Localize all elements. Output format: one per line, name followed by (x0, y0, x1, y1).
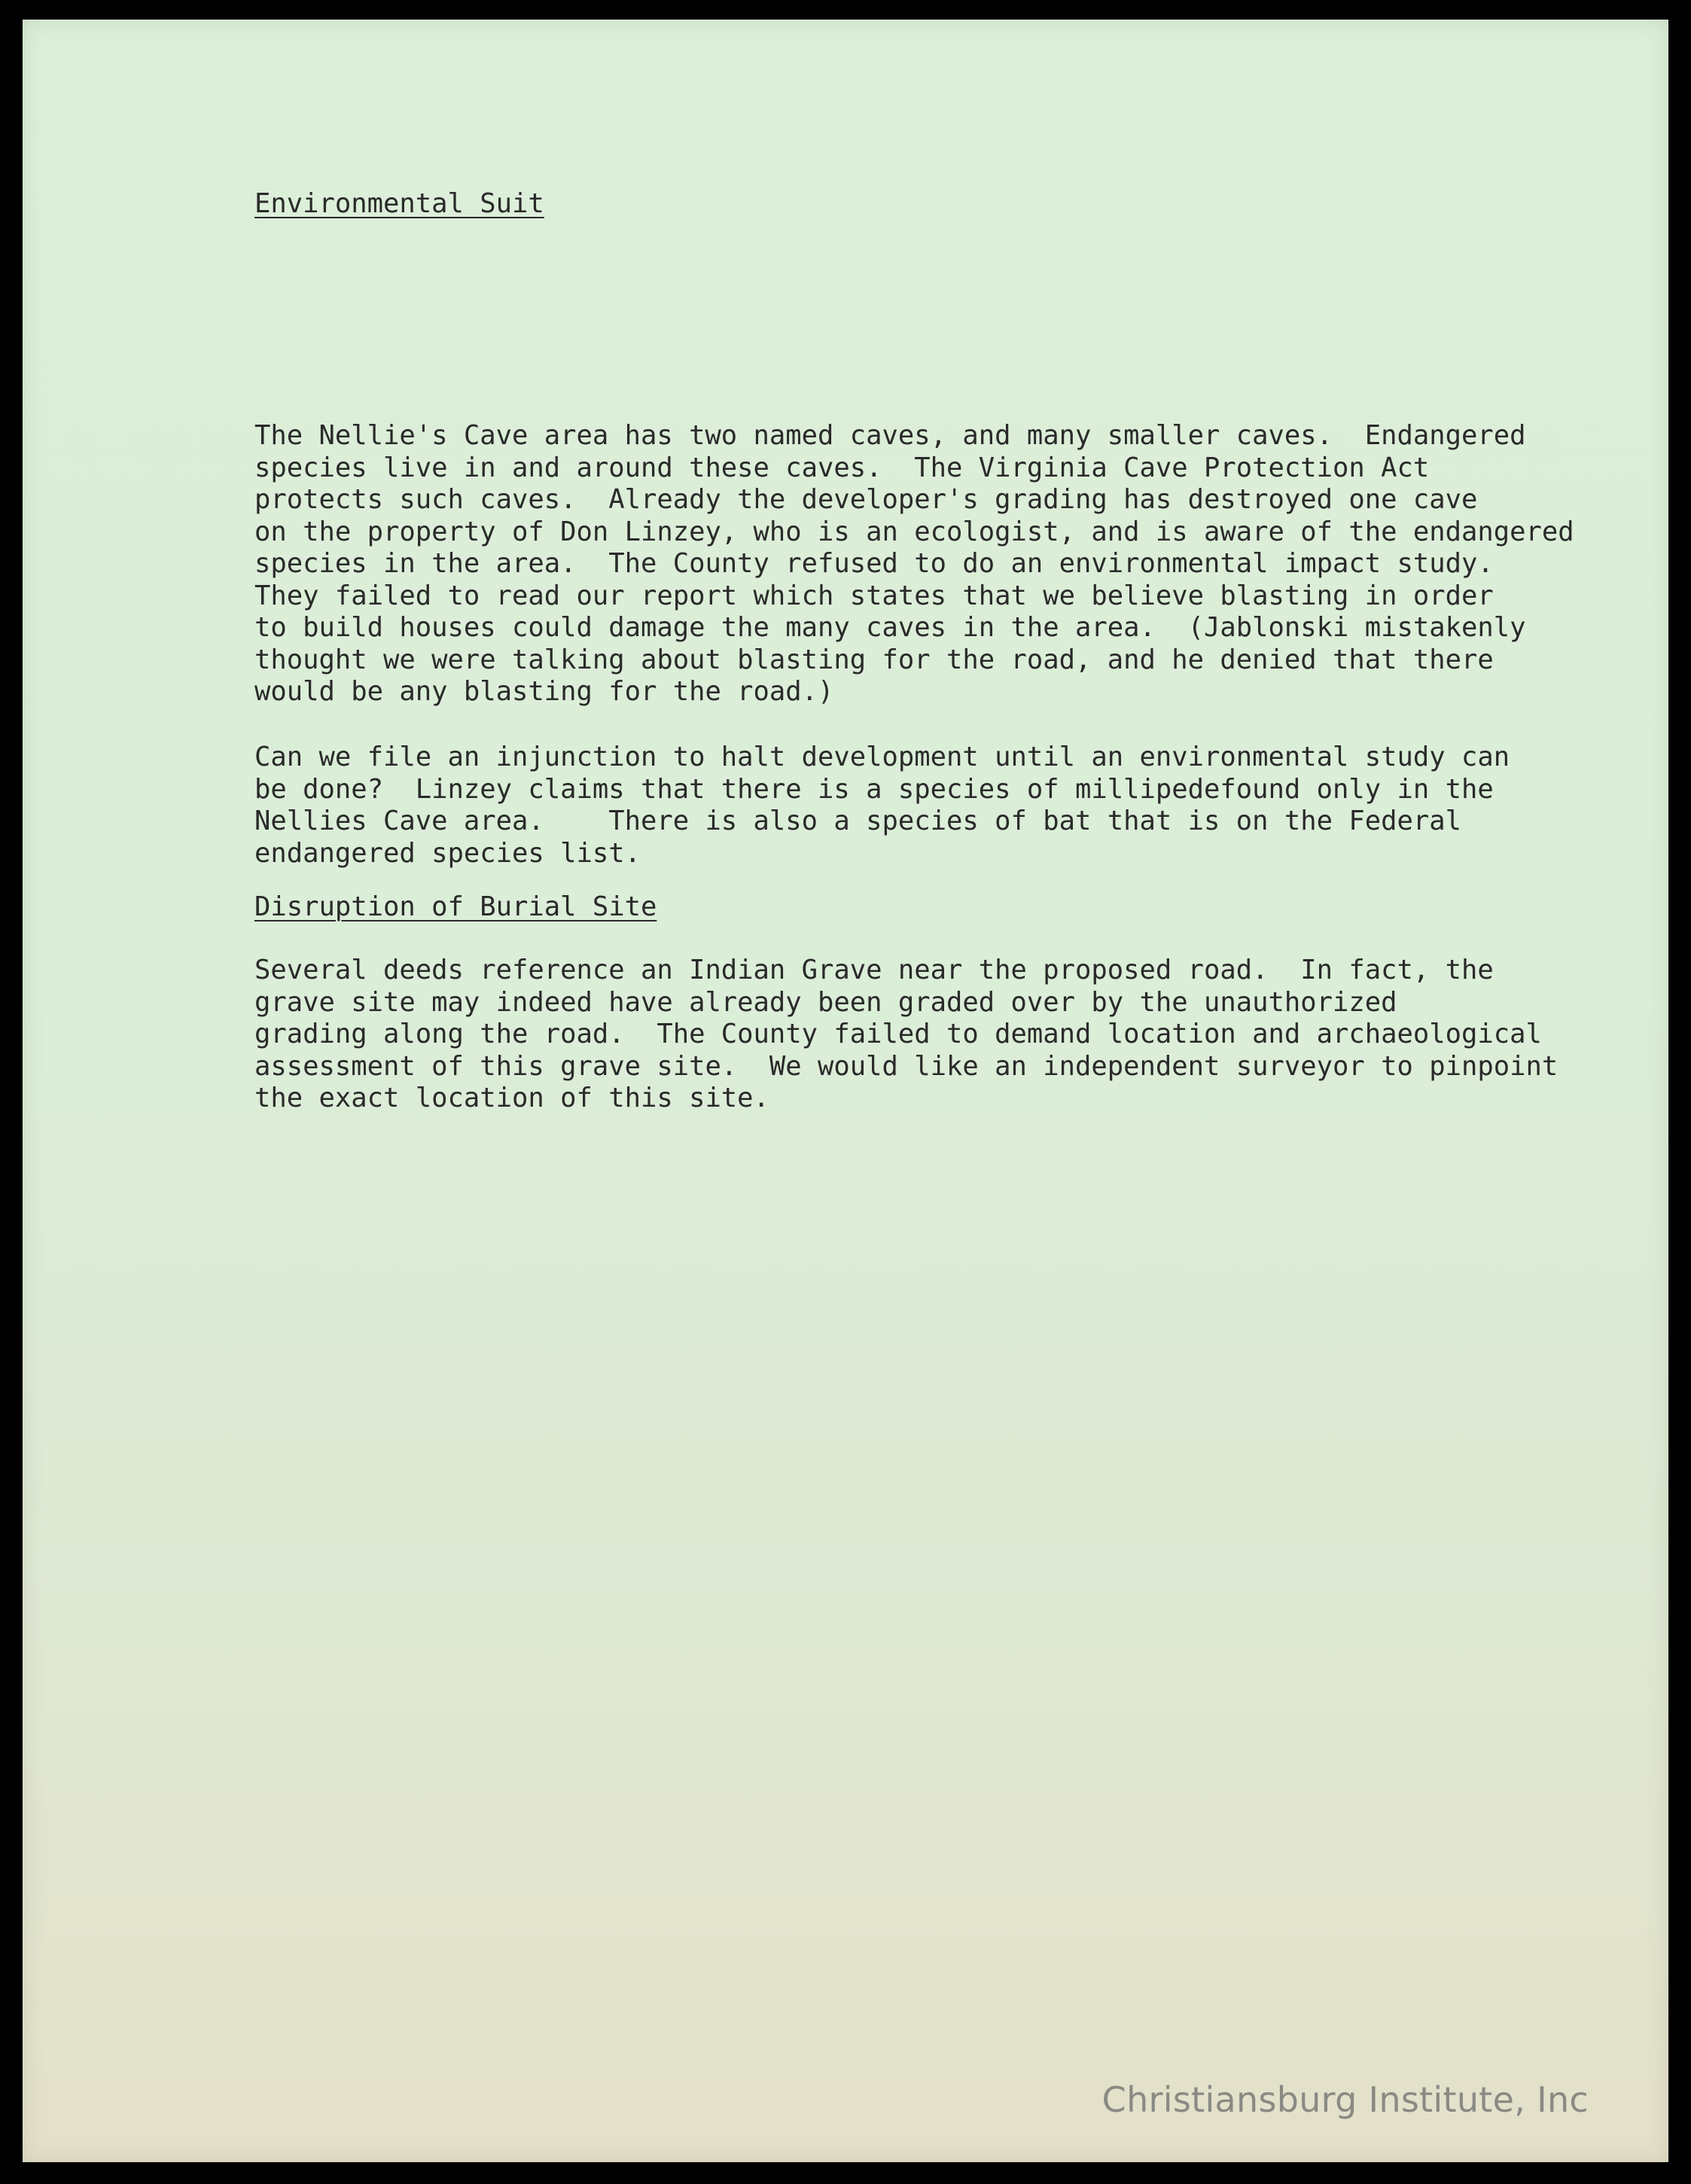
text-line: thought we were talking about blasting for the road, and he denied that there (254, 644, 1494, 675)
paragraph (254, 955, 1558, 1115)
text-line: the exact location of this site. (254, 1083, 769, 1113)
text-line: would be any blasting for the road.) (254, 676, 834, 707)
section-heading: Environmental Suit (254, 188, 544, 219)
text-line: species live in and around these caves. The Virginia Cave Protection Act (254, 452, 1430, 483)
text-line: to build houses could damage the many caves in the area. (Jablonski mistakenly (254, 612, 1526, 643)
section-heading: Disruption of Burial Site (254, 891, 657, 922)
watermark-credit: Christiansburg Institute, Inc (1101, 2079, 1589, 2120)
text-line: Nellies Cave area. There is also a species of bat that is on the Federal (254, 806, 1461, 836)
paragraph (254, 420, 1574, 708)
document-page (23, 20, 1668, 2162)
text-line: protects such caves. Already the developer's grading has destroyed one cave (254, 484, 1478, 515)
text-line: The Nellie's Cave area has two named caves, and many smaller caves. Endangered (254, 420, 1526, 451)
text-line: species in the area. The County refused to do an environmental impact study. (254, 548, 1494, 579)
text-line: endangered species list. (254, 837, 641, 869)
text-line: Several deeds reference an Indian Grave near the proposed road. In fact, the (254, 955, 1494, 985)
text-line: grading along the road. The County failed to demand location and archaeological (254, 1019, 1542, 1049)
text-line: They failed to read our report which states that we believe blasting in order (254, 580, 1494, 611)
text-line: grave site may indeed have already been graded over by the unauthorized (254, 986, 1397, 1018)
paragraph (254, 742, 1510, 870)
text-line: assessment of this grave site. We would like an independent surveyor to pinpoint (254, 1050, 1558, 1082)
text-line: be done? Linzey claims that there is a species of millipedefound only in the (254, 773, 1494, 805)
text-line: Can we file an injunction to halt development until an environmental study can (254, 742, 1510, 772)
text-line: on the property of Don Linzey, who is an ecologist, and is aware of the endangered (254, 516, 1574, 547)
